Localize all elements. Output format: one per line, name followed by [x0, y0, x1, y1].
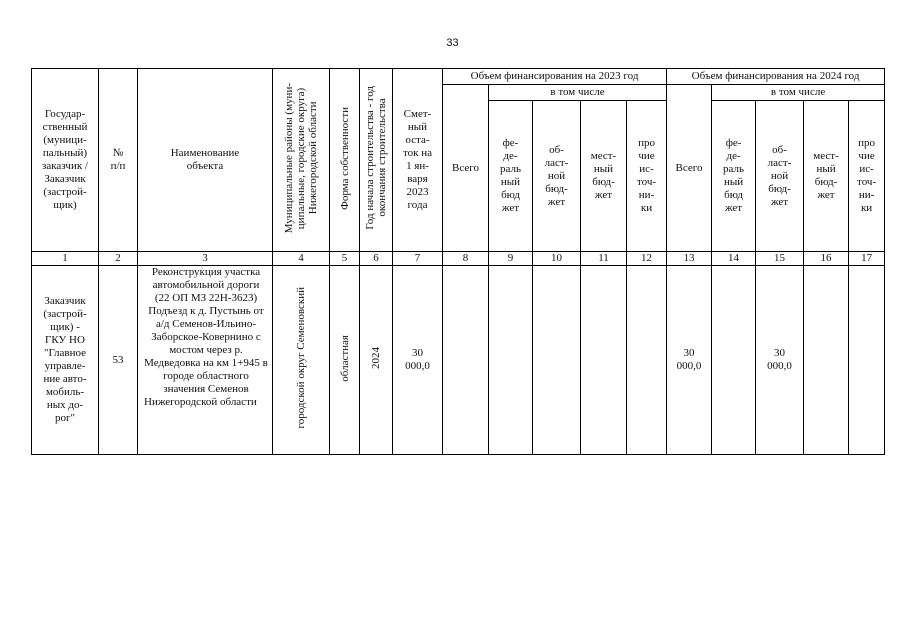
- header-regional-2023: об- ласт- ной бюд- жет: [533, 101, 581, 252]
- column-number: 14: [712, 252, 756, 266]
- header-local-2023: мест- ный бюд- жет: [581, 101, 627, 252]
- header-regional-2024: об- ласт- ной бюд- жет: [756, 101, 804, 252]
- row-customer: Заказчик (застрой- щик) - ГКУ НО "Главное управле- ние авто- мобиль- ных до- рог": [32, 266, 99, 455]
- row-ownership-cell: [330, 266, 360, 455]
- column-number: 13: [667, 252, 712, 266]
- column-number: 8: [443, 252, 489, 266]
- column-number: 17: [849, 252, 885, 266]
- row-ownership: областная: [338, 334, 351, 382]
- column-number: 16: [804, 252, 849, 266]
- header-years-cell: [360, 69, 393, 252]
- column-number: 9: [489, 252, 533, 266]
- column-number: 3: [138, 252, 273, 266]
- header-including-2023: в том числе: [489, 85, 667, 101]
- header-row-number: № п/п: [99, 69, 138, 252]
- header-federal-2024: фе- де- раль ный бюд жет: [712, 101, 756, 252]
- column-number: 6: [360, 252, 393, 266]
- row-municipal-cell: [273, 266, 330, 455]
- row-federal-2024: [712, 266, 756, 455]
- header-local-2024: мест- ный бюд- жет: [804, 101, 849, 252]
- header-customer: Государ- ственный (муници- пальный) заказчик / Заказчик (застрой- щик): [32, 69, 99, 252]
- column-number: 11: [581, 252, 627, 266]
- header-ownership: Форма собственности: [338, 106, 351, 210]
- row-estimate-balance: 30 000,0: [393, 266, 443, 455]
- header-estimate-balance: Смет- ный оста- ток на 1 ян- варя 2023 года: [393, 69, 443, 252]
- row-local-2023: [581, 266, 627, 455]
- row-regional-2024: 30 000,0: [756, 266, 804, 455]
- column-number: 4: [273, 252, 330, 266]
- row-other-2024: [849, 266, 885, 455]
- page-number: 33: [446, 37, 459, 49]
- row-municipal: городской округ Семеновский: [295, 287, 307, 429]
- header-including-2024: в том числе: [712, 85, 885, 101]
- header-years: Год начала строительства - год окончания строительства: [364, 86, 388, 230]
- header-total-2023: Всего: [443, 85, 489, 252]
- header-financing-2024: Объем финансирования на 2024 год: [667, 69, 885, 85]
- column-number: 7: [393, 252, 443, 266]
- header-object-name: Наименование объекта: [138, 69, 273, 252]
- header-municipal-cell: [273, 69, 330, 252]
- row-number: 53: [99, 266, 138, 455]
- column-number: 1: [32, 252, 99, 266]
- column-number: 2: [99, 252, 138, 266]
- row-local-2024: [804, 266, 849, 455]
- column-number-row: [32, 252, 885, 266]
- row-other-2023: [627, 266, 667, 455]
- column-number: 10: [533, 252, 581, 266]
- row-total-2023: [443, 266, 489, 455]
- financing-table: [31, 68, 885, 455]
- table-row: [32, 266, 885, 455]
- row-years-cell: [360, 266, 393, 455]
- header-total-2024: Всего: [667, 85, 712, 252]
- column-number: 5: [330, 252, 360, 266]
- row-federal-2023: [489, 266, 533, 455]
- header-federal-2023: фе- де- раль ный бюд жет: [489, 101, 533, 252]
- header-other-2023: про чие ис- точ- ни- ки: [627, 101, 667, 252]
- column-number: 12: [627, 252, 667, 266]
- row-years: 2024: [370, 347, 382, 369]
- column-number: 15: [756, 252, 804, 266]
- header-other-2024: про чие ис- точ- ни- ки: [849, 101, 885, 252]
- header-municipal: Муниципальные районы (муни- ципальные, городские округа) Нижегородской области: [283, 82, 319, 234]
- header-financing-2023: Объем финансирования на 2023 год: [443, 69, 667, 85]
- header-ownership-cell: [330, 69, 360, 252]
- row-regional-2023: [533, 266, 581, 455]
- row-object-name: Реконструкция участка автомобильной дороги (22 ОП МЗ 22Н-3623) Подъезд к д. Пустынь от а/д Семенов-Ильино-Заборское-Ковернино с мостом через р. Медведовка на км 1+945 в городе областного значения Семенов Нижегородской области: [138, 266, 273, 455]
- row-total-2024: 30 000,0: [667, 266, 712, 455]
